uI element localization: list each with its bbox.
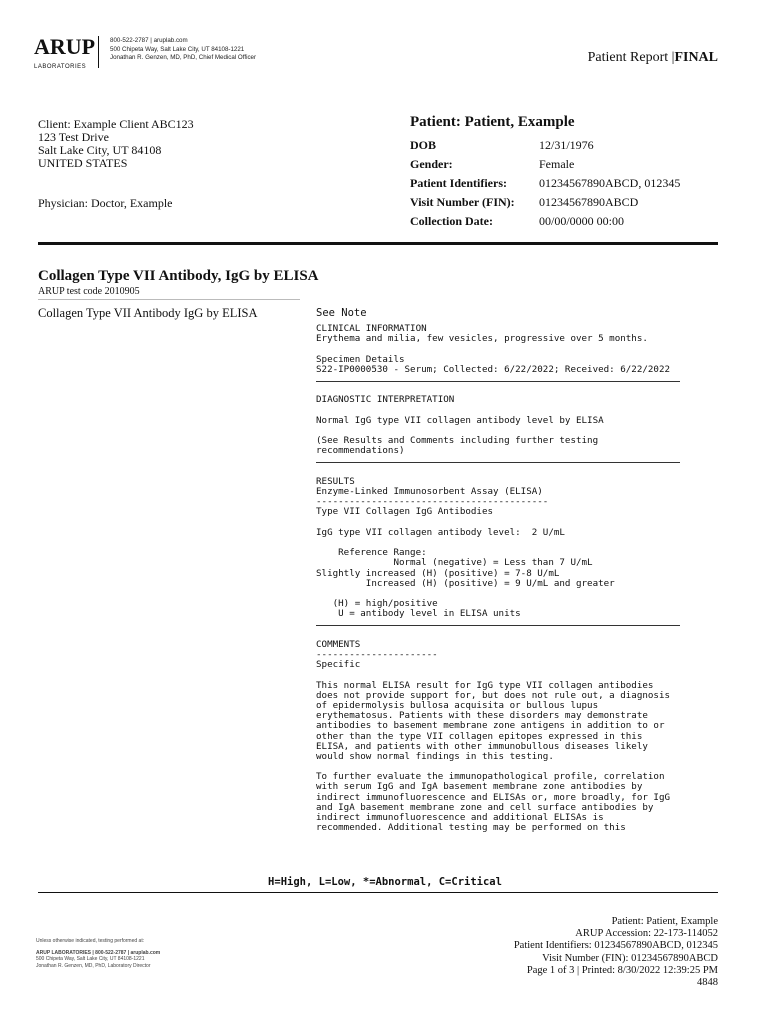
report-status-prefix: Patient Report | [587,50,675,65]
report-line: Specimen Details [316,353,405,365]
report-body [316,324,670,833]
result-row-label: Collagen Type VII Antibody IgG by ELISA [38,306,258,320]
report-line: Increased (H) (positive) = 9 U/mL and greater [316,577,615,589]
arup-logo [34,36,96,70]
report-line: This normal ELISA result for IgG type VII collagen antibodies [316,679,654,691]
patient-identifiers-label: Patient Identifiers: [410,176,507,190]
report-line: indirect immunofluorescence and additional ELISAs is [316,812,604,823]
report-line: Type VII Collagen IgG Antibodies [316,506,494,518]
test-title-divider [38,299,300,300]
client-address [38,118,194,170]
footer-lab-line: ARUP LABORATORIES | 800-522-2787 | aruplab.com [36,950,161,957]
patient-identifiers-value: 01234567890ABCD, 012345 [539,176,681,190]
report-line: (See Results and Comments including further testing [316,435,599,447]
flag-legend: H=High, L=Low, *=Abnormal, C=Critical [268,876,502,888]
footer-patient-info [514,916,718,989]
logo-subtext: LABORATORIES [34,64,87,70]
header-divider [38,242,718,245]
report-line: (H) = high/positive [316,598,438,610]
lab-contact-info [110,37,256,63]
test-code: ARUP test code 2010905 [38,286,140,297]
footer-lab-line: Jonathan R. Genzen, MD, PhD, Laboratory Director [36,962,151,969]
report-line: Slightly increased (H) (positive) = 7-8 U/mL [316,567,560,579]
report-status-final: FINAL [674,50,718,65]
collection-date-value: 00/00/0000 00:00 [539,214,625,228]
client-line: Client: Example Client ABC123 [38,117,194,131]
report-line: COMMENTS [316,638,361,650]
gender-label: Gender: [410,157,453,171]
collection-date-label: Collection Date: [410,214,493,228]
patient-title: Patient: Patient, Example [410,114,575,130]
footer-code-line: 4848 [697,977,718,989]
lab-contact-line: 500 Chipeta Way, Salt Lake City, UT 84108-1221 [110,45,245,53]
footer-lab-line: Unless otherwise indicated, testing performed at: [36,938,145,944]
report-line: and IgA basement membrane zone and cell surface antibodies by [316,801,654,813]
blank-line [316,467,670,477]
report-line: To further evaluate the immunopathological profile, correlation [316,771,665,783]
footer-page-line: Page 1 of 3 | Printed: 8/30/2022 12:39:25 PM [526,964,718,976]
footer-lab-info [36,938,160,969]
client-line: Salt Lake City, UT 84108 [38,143,162,157]
report-line: recommendations) [316,445,405,457]
footer-divider [38,892,718,893]
report-line: indirect immunofluorescence and ELISAs or, more broadly, for IgG [316,791,671,803]
footer-visit-line: Visit Number (FIN): 01234567890ABCD [542,952,718,964]
report-line: S22-IP0000530 - Serum; Collected: 6/22/2022; Received: 6/22/2022 [316,363,671,375]
lab-contact-line: 800-522-2787 | aruplab.com [110,37,188,44]
footer-patient-line: Patient: Patient, Example [611,916,718,927]
physician: Physician: Doctor, Example [38,196,173,210]
dob-label: DOB [410,138,437,152]
report-line: Specific [316,659,361,671]
report-line: ------------------------------------------ [316,496,549,508]
result-row-value: See Note [316,307,367,319]
report-status [588,50,718,66]
report-line: Reference Range: [316,547,427,559]
footer-identifiers-line: Patient Identifiers: 01234567890ABCD, 012345 [513,940,718,952]
report-line: ELISA, and patients with other immunobullous diseases likely [316,740,648,752]
client-line: 123 Test Drive [38,130,109,144]
visit-number-label: Visit Number (FIN): [410,195,515,209]
blank-line [316,630,670,640]
dob-value: 12/31/1976 [539,138,594,152]
report-line: of epidermolysis bullosa acquisita or bullous lupus [316,699,599,711]
report-line: would show normal findings in this testing. [316,750,554,762]
report-line: recommended. Additional testing may be performed on this [316,822,626,834]
client-line: UNITED STATES [38,156,128,170]
logo-divider [98,36,99,68]
report-line: antibodies to basement membrane zone antigens in addition to or [316,720,665,732]
report-line: other than the type VII collagen epitopes expressed in this [316,730,643,742]
test-title: Collagen Type VII Antibody, IgG by ELISA [38,268,319,284]
report-line: DIAGNOSTIC INTERPRETATION [316,394,455,406]
lab-contact-line: Jonathan R. Genzen, MD, PhD, Chief Medical Officer [110,54,257,61]
gender-value: Female [539,157,575,171]
report-line: does not provide support for, but does not rule out, a diagnosis [316,689,671,701]
section-separator [316,375,670,385]
logo-wordmark: ARUP [34,34,96,59]
report-line: with serum IgG and IgA basement membrane zone antibodies by [316,781,643,793]
report-line: Erythema and milia, few vesicles, progressive over 5 months. [316,333,648,345]
report-line: Normal IgG type VII collagen antibody level by ELISA [316,414,604,426]
footer-lab-line: 500 Chipeta Way, Salt Lake City, UT 84108-1221 [36,956,145,963]
report-line: erythematosus. Patients with these disorders may demonstrate [316,710,648,722]
section-separator [316,456,670,466]
report-line: RESULTS [316,475,355,487]
report-line: IgG type VII collagen antibody level: 2 U/mL [316,526,565,538]
report-line: Normal (negative) = Less than 7 U/mL [316,557,593,569]
report-line: Enzyme-Linked Immunosorbent Assay (ELISA) [316,486,543,497]
section-separator [316,619,670,629]
report-line: ---------------------- [316,649,438,660]
report-line: U = antibody level in ELISA units [316,608,521,620]
report-line: CLINICAL INFORMATION [316,323,427,334]
visit-number-value: 01234567890ABCD [539,195,639,209]
footer-accession-line: ARUP Accession: 22-173-114052 [575,928,718,940]
